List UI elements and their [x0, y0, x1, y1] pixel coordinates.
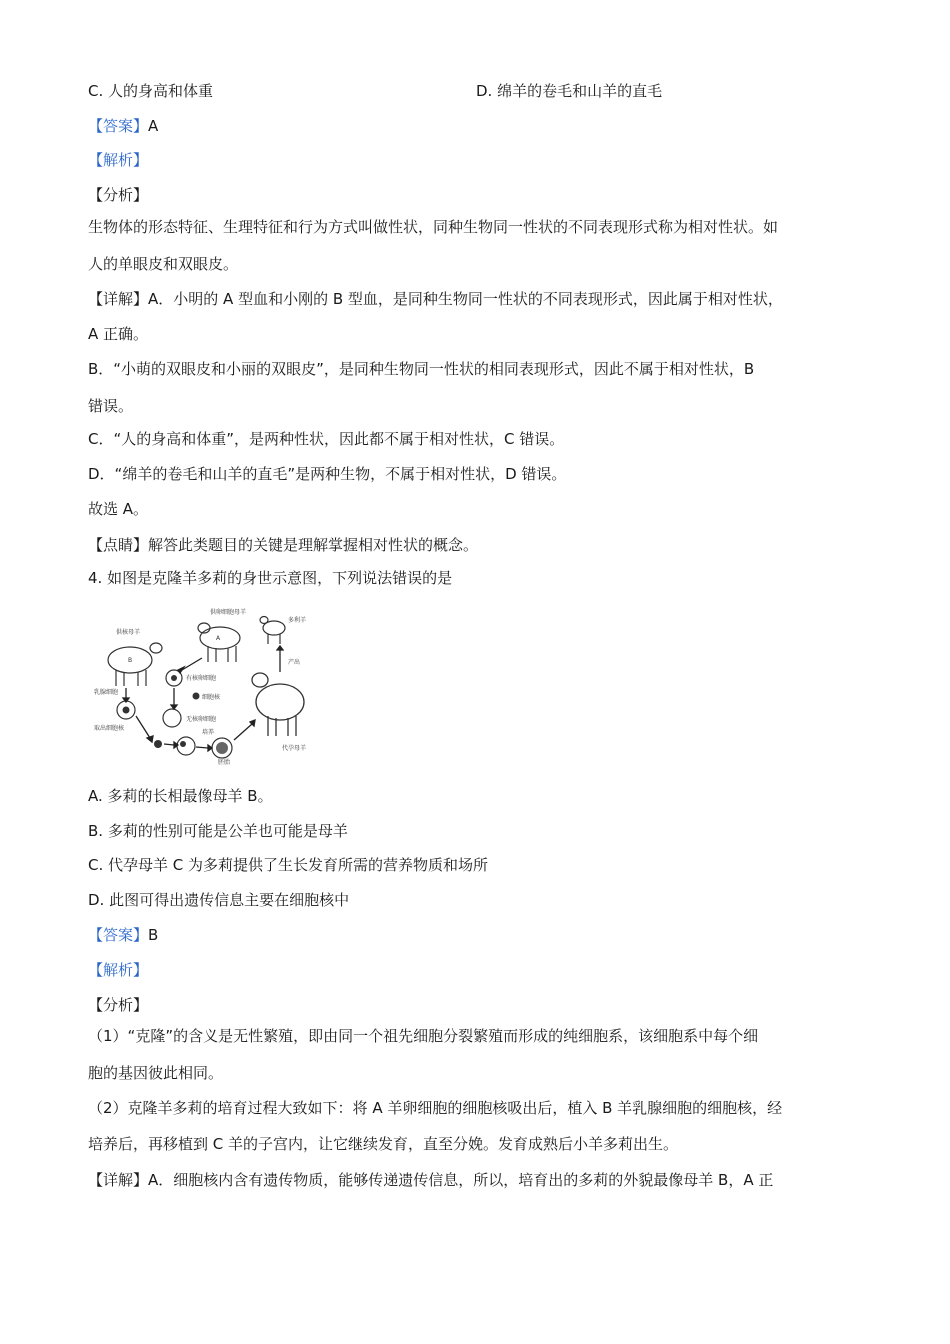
point-tag: 【点睛】: [88, 536, 149, 554]
q4-answer-tag: 【答案】: [88, 926, 149, 944]
answer-tag: 【答案】: [88, 117, 149, 135]
detail-a-line: [88, 289, 783, 309]
nucleus-icon: [193, 693, 200, 700]
label-donor-a: 供卵细胞母羊: [210, 609, 247, 616]
question-4: 4. 如图是克隆羊多莉的身世示意图，下列说法错误的是: [88, 569, 453, 587]
label-birth: 产出: [288, 659, 301, 666]
sheep-a-icon: [198, 623, 240, 662]
detail-d-text: D．“绵羊的卷毛和山羊的直毛”是两种生物，不属于相对性状，D 错误。: [88, 465, 567, 483]
answer-line: [88, 116, 158, 136]
q4-option-a: A. 多莉的长相最像母羊 B。: [88, 787, 273, 805]
fenxi-text-1: 生物体的形态特征、生理特征和行为方式叫做性状，同种生物同一性状的不同表现形式称为相对性状。如: [88, 218, 779, 236]
label-surrogate: 代孕母羊: [282, 745, 307, 752]
fenxi-text-2: 人的单眼皮和双眼皮。: [88, 255, 239, 273]
cloning-diagram: [92, 604, 314, 766]
fenxi-tag: 【分析】: [88, 186, 149, 204]
option-d: D. 绵羊的卷毛和山羊的直毛: [476, 82, 663, 100]
label-dolly: 多利羊: [288, 617, 307, 624]
q4-fenxi-tag: 【分析】: [88, 996, 149, 1014]
answer-value: A: [148, 117, 159, 135]
label-embryo: 胚胎: [218, 759, 231, 766]
label-donor-b: 供核母羊: [116, 629, 141, 636]
q4-option-b: B. 多莉的性别可能是公羊也可能是母羊: [88, 822, 348, 840]
label-a: A: [216, 635, 221, 642]
label-no-nucleus: 无核卵细胞: [186, 716, 217, 723]
label-nucleus-out: 细胞核: [202, 694, 221, 701]
label-egg: 有核卵细胞: [186, 675, 217, 682]
q4-p2-2: 培养后，再移植到 C 羊的子宫内，让它继续发育，直至分娩。发育成熟后小羊多莉出生。: [88, 1135, 679, 1153]
label-culture: 培养: [202, 729, 215, 736]
choose-text: 故选 A。: [88, 500, 149, 518]
surrogate-sheep-icon: [252, 673, 304, 736]
detail-tag: 【详解】: [88, 290, 149, 308]
cloning-diagram-svg: [92, 604, 314, 766]
label-mammary: 乳腺细胞: [94, 689, 119, 696]
dolly-lamb-icon: [260, 617, 285, 645]
detail-c-text: C．“人的身高和体重”，是两种性状，因此都不属于相对性状，C 错误。: [88, 430, 565, 448]
point-text: 解答此类题目的关键是理解掌握相对性状的概念。: [148, 536, 479, 554]
q4-answer-value: B: [148, 926, 159, 944]
detail-b-text: B．“小萌的双眼皮和小丽的双眼皮”，是同种生物同一性状的相同表现形式，因此不属于相对性状，B: [88, 360, 755, 378]
label-b: B: [128, 657, 133, 664]
mammary-cell-icon: [117, 701, 135, 719]
option-c: C. 人的身高和体重: [88, 82, 214, 100]
analysis-tag: 【解析】: [88, 151, 149, 169]
q4-option-c: C. 代孕母羊 C 为多莉提供了生长发育所需的营养物质和场所: [88, 856, 489, 874]
q4-detail-line: [88, 1170, 773, 1190]
q4-p1-2: 胞的基因彼此相同。: [88, 1064, 224, 1082]
label-take-nucleus: 取出细胞核: [94, 725, 125, 732]
q4-p1-1: （1）“克隆”的含义是无性繁殖，即由同一个祖先细胞分裂繁殖而形成的纯细胞系，该细胞系中每个细: [88, 1027, 759, 1045]
q4-option-d: D. 此图可得出遗传信息主要在细胞核中: [88, 891, 350, 909]
q4-p2-1: （2）克隆羊多莉的培育过程大致如下：将 A 羊卵细胞的细胞核吸出后，植入 B 羊乳腺细胞的细胞核，经: [88, 1099, 783, 1117]
point-line: [88, 535, 478, 555]
q4-detail-tag: 【详解】: [88, 1171, 149, 1189]
enucleated-egg-icon: [163, 709, 181, 727]
q4-analysis-tag: 【解析】: [88, 961, 149, 979]
embryo-icon: [212, 738, 232, 758]
detail-a-cont: A 正确。: [88, 325, 149, 343]
sheep-b-icon: [108, 643, 162, 686]
q4-answer-line: [88, 925, 158, 945]
detail-b-cont: 错误。: [88, 397, 134, 415]
q4-detail-a: A．细胞核内含有遗传物质，能够传递遗传信息，所以，培育出的多莉的外貌最像母羊 B，A 正: [148, 1171, 774, 1189]
detail-a-text: A．小明的 A 型血和小刚的 B 型血，是同种生物同一性状的不同表现形式，因此属于相对性状，: [148, 290, 783, 308]
